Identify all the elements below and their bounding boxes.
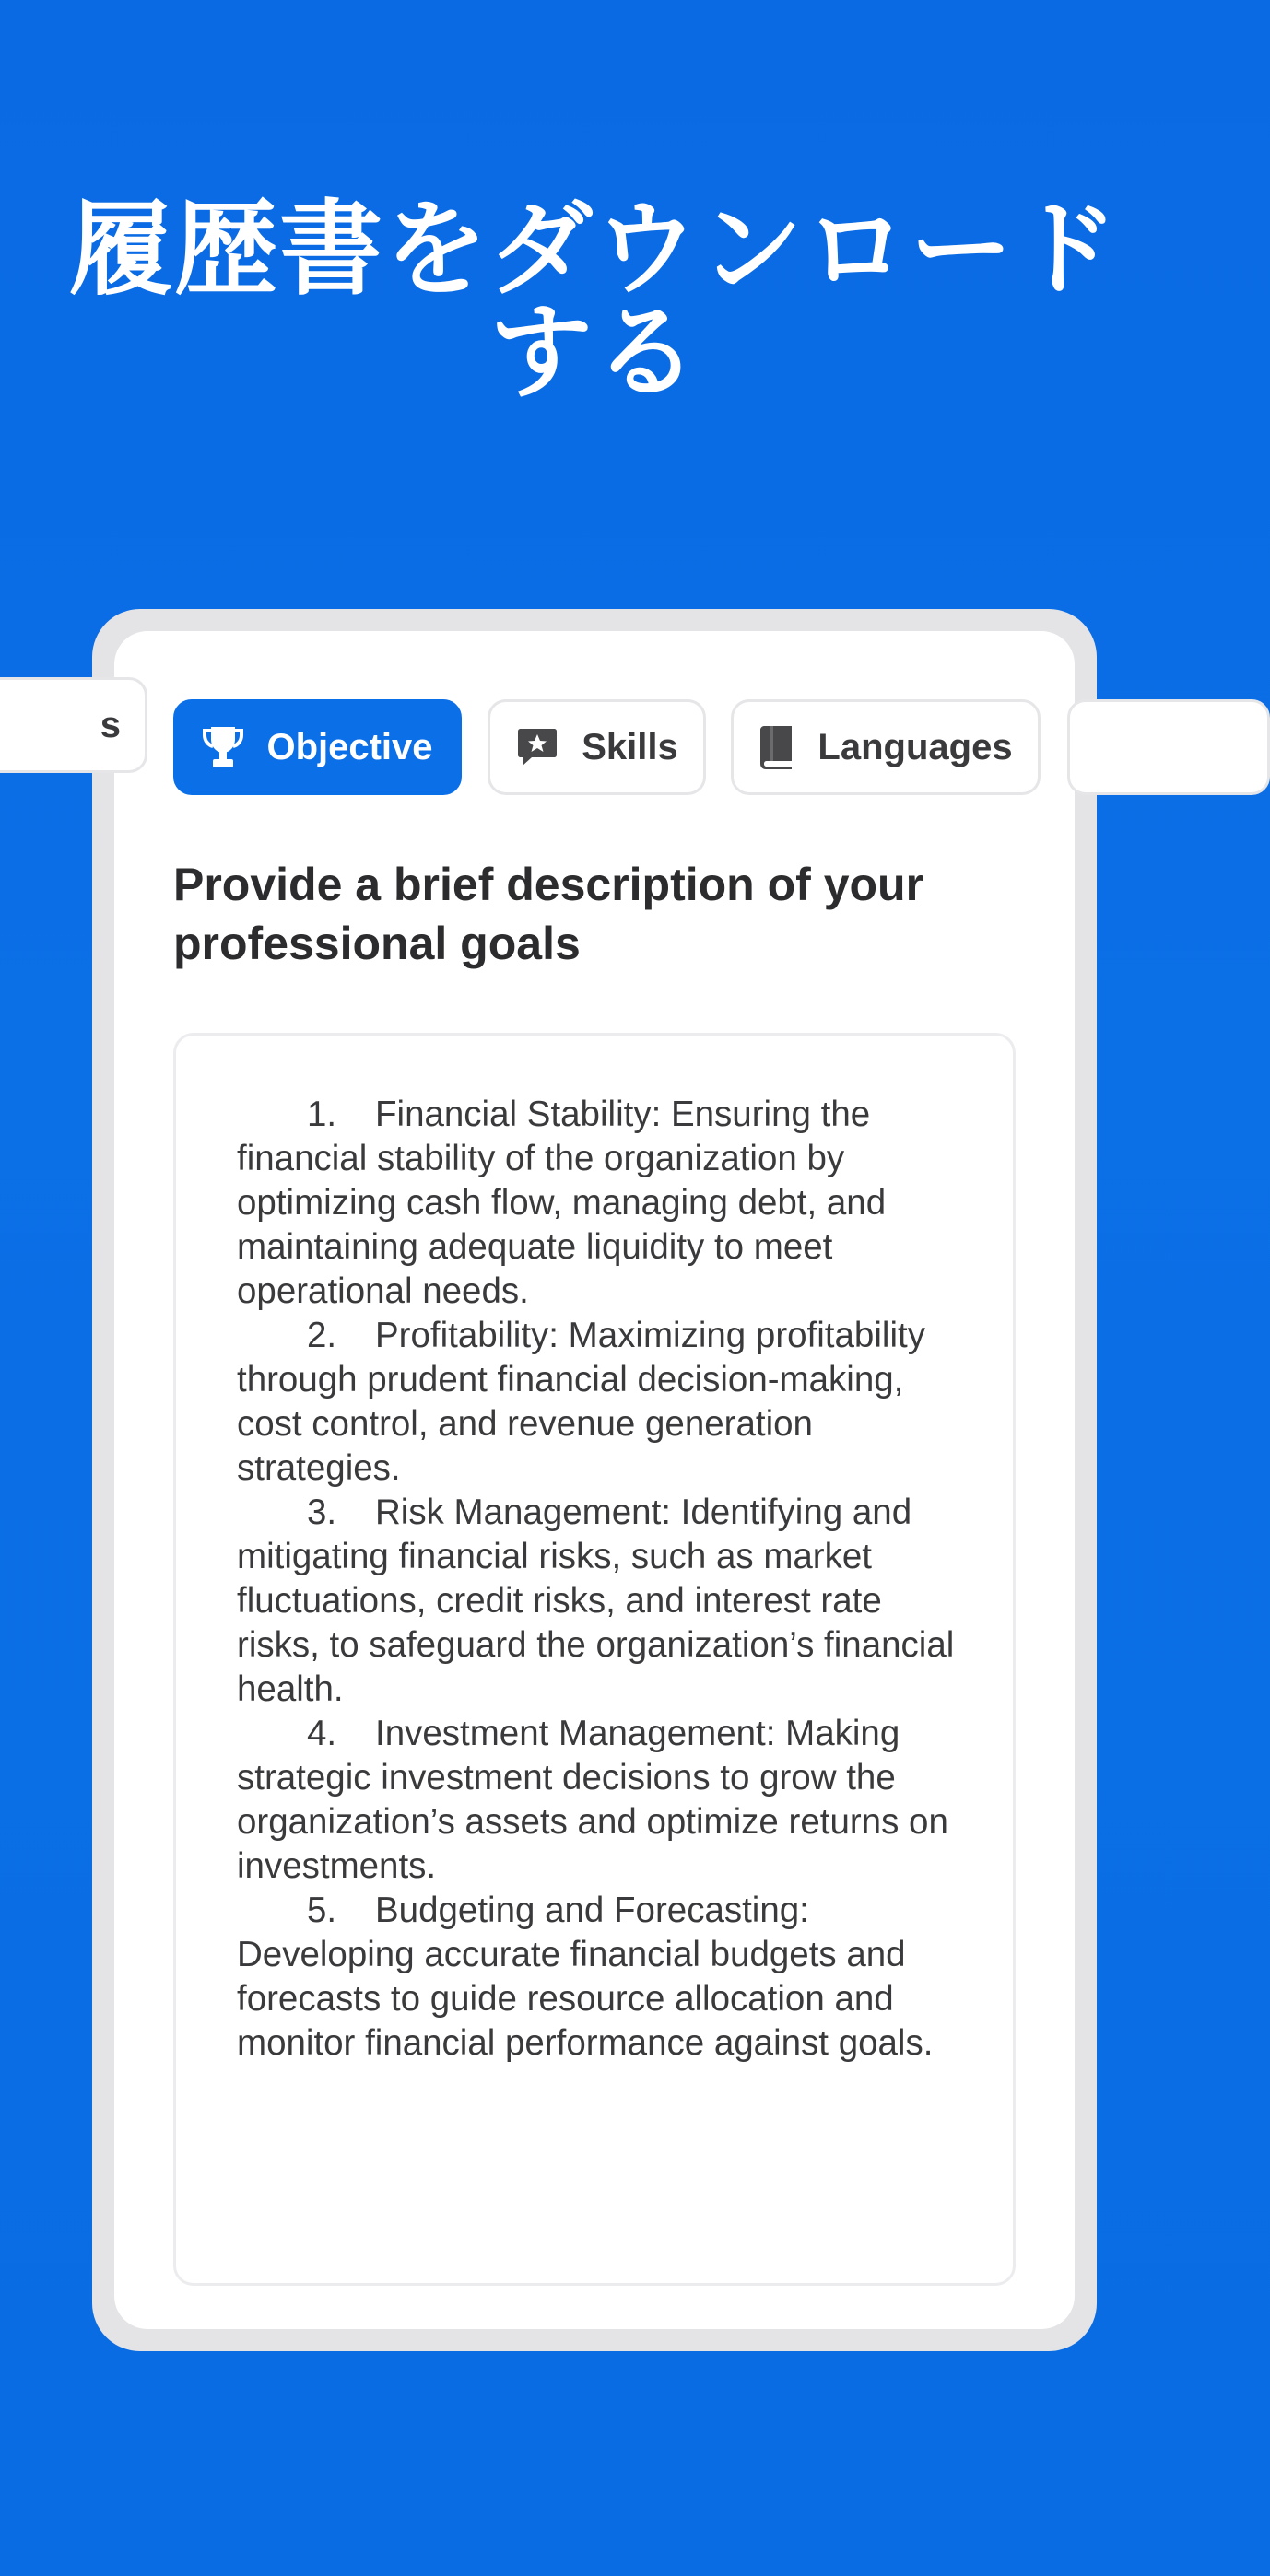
tab-skills[interactable] (488, 699, 706, 795)
goal-number: 3. (307, 1493, 337, 1532)
tab-objective-label: Objective (266, 726, 433, 767)
goal-text: Financial Stability: Ensuring the financial stability of the organization by optimizing cash flow, managing debt, and maintaining adequate liquidity to meet operational needs. (237, 1095, 887, 1311)
goal-text: Investment Management: Making strategic investment decisions to grow the organization’s assets and optimize returns on investments. (237, 1714, 948, 1886)
goal-item (237, 1491, 965, 1712)
goal-number: 1. (307, 1095, 337, 1134)
goal-text: Budgeting and Forecasting: Developing accurate financial budgets and forecasts to guide resource allocation and monitor financial performance against goals. (237, 1891, 934, 2063)
trophy-icon (202, 724, 244, 770)
objective-text-content[interactable] (237, 1093, 965, 2066)
tab-previous-label: s (100, 704, 121, 745)
goal-number: 5. (307, 1891, 337, 1930)
page-headline (0, 190, 1189, 413)
tab-languages-label: Languages (817, 726, 1013, 767)
star-speech-bubble-icon (515, 725, 559, 769)
objective-text-area[interactable] (173, 1033, 1016, 2286)
tab-previous[interactable] (0, 677, 147, 773)
tab-skills-label: Skills (582, 726, 678, 767)
goal-item (237, 1314, 965, 1491)
headline-line-1: 履歴書をダウンロード (69, 190, 1120, 310)
goal-number: 2. (307, 1316, 337, 1355)
goal-text: Risk Management: Identifying and mitigating financial risks, such as market fluctuations, credit risks, and interest rate risks, to safeguard the organization’s financial health. (237, 1493, 955, 1709)
tab-next-partial[interactable] (1067, 699, 1076, 795)
goal-text: Profitability: Maximizing profitability through prudent financial decision-making, cost control, and revenue generation strategies. (237, 1316, 925, 1488)
tab-languages[interactable] (731, 699, 1041, 795)
tab-previous-partial[interactable] (100, 677, 149, 773)
headline-line-2: する (489, 293, 700, 413)
tab-objective[interactable] (173, 699, 462, 795)
goal-item (237, 1889, 965, 2066)
book-icon (758, 724, 795, 770)
goal-item (237, 1093, 965, 1314)
section-prompt: Provide a brief description of your professional goals (173, 859, 924, 969)
goal-item (237, 1712, 965, 1889)
tab-next[interactable] (1067, 699, 1270, 795)
goal-number: 4. (307, 1714, 337, 1753)
